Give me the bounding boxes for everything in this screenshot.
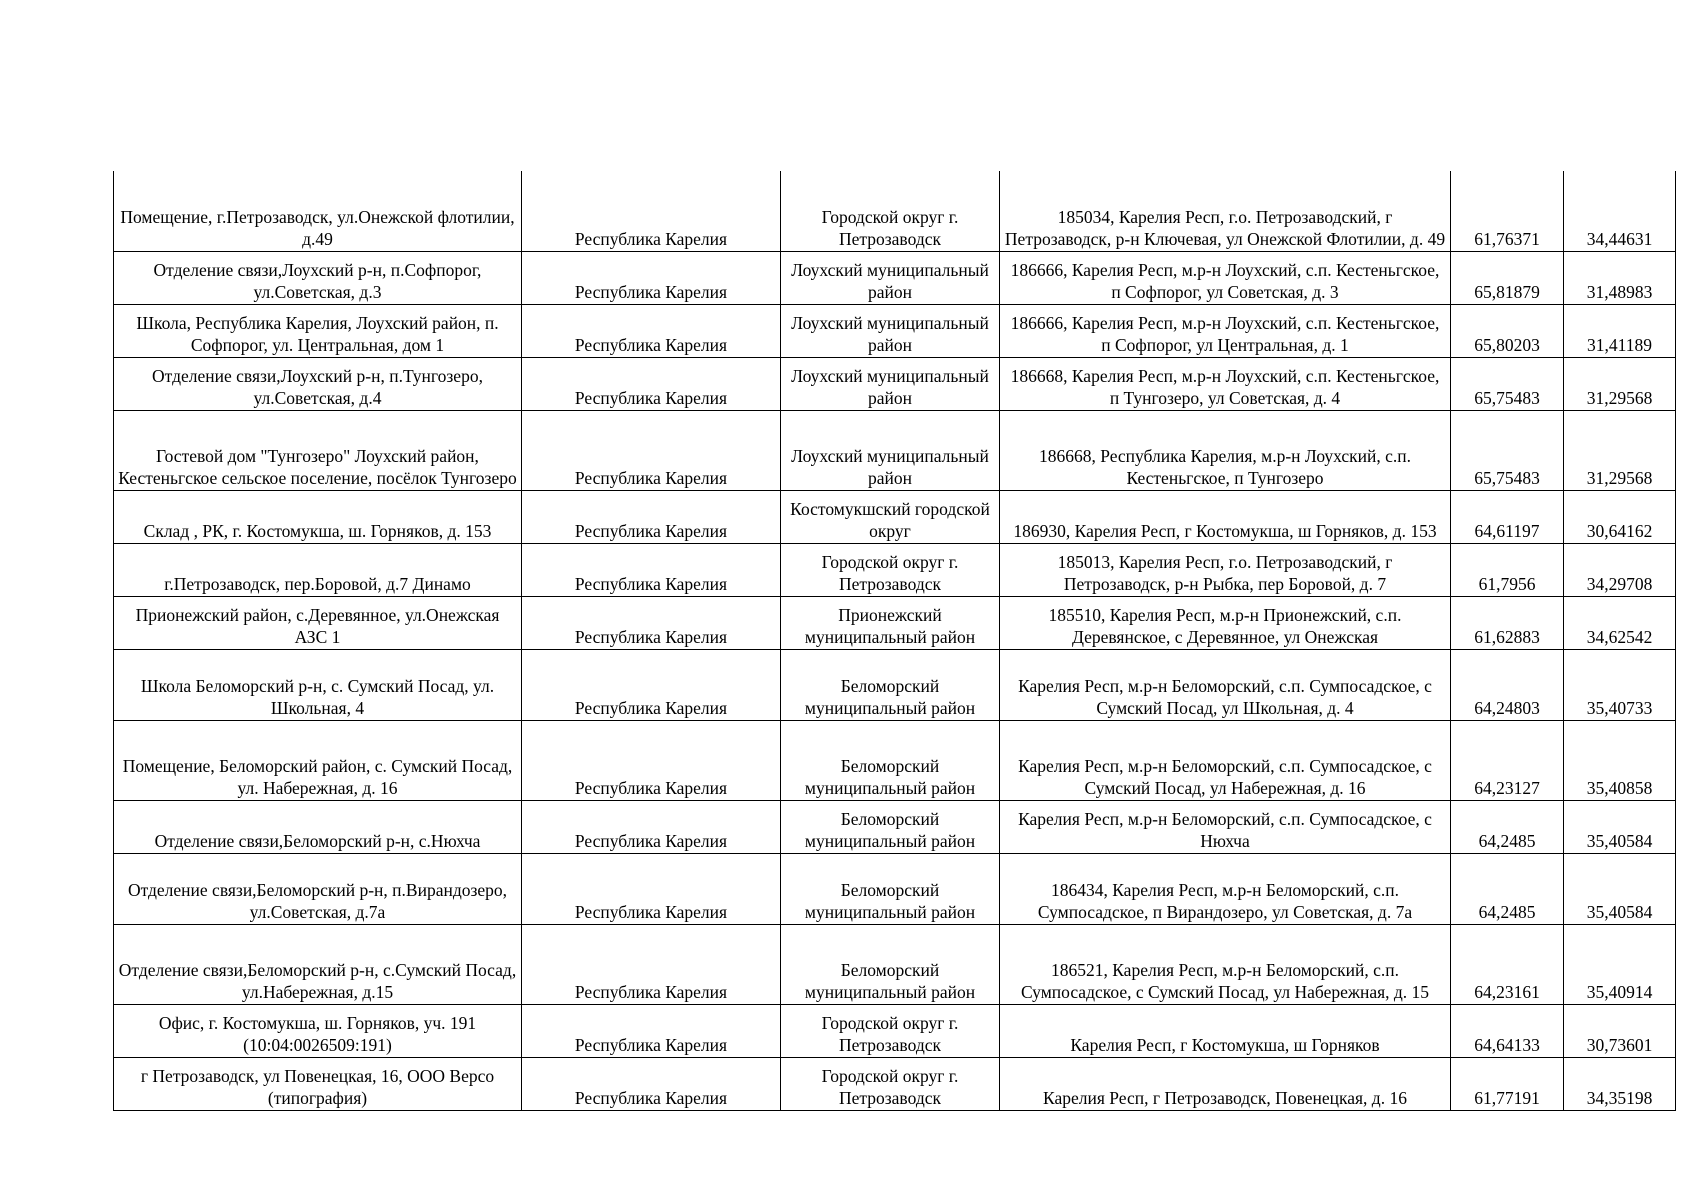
address-cell: 185013, Карелия Респ, г.о. Петрозаводский, г Петрозаводск, р-н Рыбка, пер Боровой, д. 7 xyxy=(1000,543,1451,596)
longitude-cell: 34,29708 xyxy=(1564,543,1676,596)
latitude-cell: 64,64133 xyxy=(1451,1004,1564,1057)
address-cell: 185034, Карелия Респ, г.о. Петрозаводский, г Петрозаводск, р-н Ключевая, ул Онежской Флотилии, д. 49 xyxy=(1000,171,1451,251)
address-cell: 186666, Карелия Респ, м.р-н Лоухский, с.п. Кестеньгское, п Софпорог, ул Центральная, д. 1 xyxy=(1000,304,1451,357)
longitude-cell: 35,40858 xyxy=(1564,720,1676,800)
address-cell: Карелия Респ, м.р-н Беломорский, с.п. Сумпосадское, с Сумский Посад, ул Школьная, д. 4 xyxy=(1000,649,1451,720)
address-cell: 186666, Карелия Респ, м.р-н Лоухский, с.п. Кестеньгское, п Софпорог, ул Советская, д. 3 xyxy=(1000,251,1451,304)
district-cell: Лоухский муниципальный район xyxy=(781,251,1000,304)
region-cell: Республика Карелия xyxy=(522,924,781,1004)
latitude-cell: 61,77191 xyxy=(1451,1057,1564,1110)
object-name-cell: Склад , РК, г. Костомукша, ш. Горняков, д. 153 xyxy=(114,490,522,543)
district-cell: Лоухский муниципальный район xyxy=(781,357,1000,410)
address-cell: 186668, Республика Карелия, м.р-н Лоухский, с.п. Кестеньгское, п Тунгозеро xyxy=(1000,410,1451,490)
object-name-cell: Школа, Республика Карелия, Лоухский район, п. Софпорог, ул. Центральная, дом 1 xyxy=(114,304,522,357)
address-cell: 186521, Карелия Респ, м.р-н Беломорский, с.п. Сумпосадское, с Сумский Посад, ул Набережная, д. 15 xyxy=(1000,924,1451,1004)
longitude-cell: 34,35198 xyxy=(1564,1057,1676,1110)
object-name-cell: Школа Беломорский р-н, с. Сумский Посад, ул. Школьная, 4 xyxy=(114,649,522,720)
district-cell: Беломорский муниципальный район xyxy=(781,924,1000,1004)
region-cell: Республика Карелия xyxy=(522,649,781,720)
object-name-cell: Помещение, г.Петрозаводск, ул.Онежской флотилии, д.49 xyxy=(114,171,522,251)
region-cell: Республика Карелия xyxy=(522,800,781,853)
object-name-cell: Прионежский район, с.Деревянное, ул.Онежская АЗС 1 xyxy=(114,596,522,649)
region-cell: Республика Карелия xyxy=(522,596,781,649)
district-cell: Беломорский муниципальный район xyxy=(781,853,1000,924)
address-cell: Карелия Респ, г Петрозаводск, Повенецкая, д. 16 xyxy=(1000,1057,1451,1110)
district-cell: Городской округ г. Петрозаводск xyxy=(781,1004,1000,1057)
region-cell: Республика Карелия xyxy=(522,251,781,304)
table-row xyxy=(114,490,1676,543)
object-name-cell: Гостевой дом "Тунгозеро" Лоухский район, Кестеньгское сельское поселение, посёлок Тунгозеро xyxy=(114,410,522,490)
table-row xyxy=(114,720,1676,800)
table-body xyxy=(114,171,1676,1110)
longitude-cell: 34,44631 xyxy=(1564,171,1676,251)
address-cell: 186434, Карелия Респ, м.р-н Беломорский, с.п. Сумпосадское, п Вирандозеро, ул Советская, д. 7а xyxy=(1000,853,1451,924)
table-row xyxy=(114,357,1676,410)
table-row xyxy=(114,410,1676,490)
locations-table xyxy=(113,171,1676,1111)
table-row xyxy=(114,1057,1676,1110)
table-row xyxy=(114,924,1676,1004)
latitude-cell: 61,7956 xyxy=(1451,543,1564,596)
table-row xyxy=(114,800,1676,853)
object-name-cell: Отделение связи,Лоухский р-н, п.Софпорог, ул.Советская, д.3 xyxy=(114,251,522,304)
object-name-cell: Отделение связи,Беломорский р-н, п.Вирандозеро, ул.Советская, д.7а xyxy=(114,853,522,924)
region-cell: Республика Карелия xyxy=(522,853,781,924)
longitude-cell: 34,62542 xyxy=(1564,596,1676,649)
table-row xyxy=(114,171,1676,251)
latitude-cell: 64,24803 xyxy=(1451,649,1564,720)
district-cell: Беломорский муниципальный район xyxy=(781,720,1000,800)
region-cell: Республика Карелия xyxy=(522,1057,781,1110)
district-cell: Прионежский муниципальный район xyxy=(781,596,1000,649)
table-row xyxy=(114,853,1676,924)
latitude-cell: 64,23161 xyxy=(1451,924,1564,1004)
district-cell: Лоухский муниципальный район xyxy=(781,304,1000,357)
region-cell: Республика Карелия xyxy=(522,490,781,543)
longitude-cell: 35,40584 xyxy=(1564,800,1676,853)
object-name-cell: Отделение связи,Беломорский р-н, с.Нюхча xyxy=(114,800,522,853)
latitude-cell: 64,23127 xyxy=(1451,720,1564,800)
latitude-cell: 61,62883 xyxy=(1451,596,1564,649)
table-row xyxy=(114,649,1676,720)
latitude-cell: 64,2485 xyxy=(1451,800,1564,853)
object-name-cell: Офис, г. Костомукша, ш. Горняков, уч. 191 (10:04:0026509:191) xyxy=(114,1004,522,1057)
latitude-cell: 65,81879 xyxy=(1451,251,1564,304)
table-row xyxy=(114,1004,1676,1057)
latitude-cell: 65,75483 xyxy=(1451,357,1564,410)
latitude-cell: 64,61197 xyxy=(1451,490,1564,543)
district-cell: Костомукшский городской округ xyxy=(781,490,1000,543)
address-cell: Карелия Респ, м.р-н Беломорский, с.п. Сумпосадское, с Нюхча xyxy=(1000,800,1451,853)
longitude-cell: 30,73601 xyxy=(1564,1004,1676,1057)
object-name-cell: г Петрозаводск, ул Повенецкая, 16, ООО Версо (типография) xyxy=(114,1057,522,1110)
district-cell: Городской округ г. Петрозаводск xyxy=(781,1057,1000,1110)
district-cell: Беломорский муниципальный район xyxy=(781,800,1000,853)
table-row xyxy=(114,304,1676,357)
object-name-cell: Отделение связи,Беломорский р-н, с.Сумский Посад, ул.Набережная, д.15 xyxy=(114,924,522,1004)
address-cell: 186930, Карелия Респ, г Костомукша, ш Горняков, д. 153 xyxy=(1000,490,1451,543)
longitude-cell: 35,40733 xyxy=(1564,649,1676,720)
district-cell: Лоухский муниципальный район xyxy=(781,410,1000,490)
region-cell: Республика Карелия xyxy=(522,304,781,357)
table-row xyxy=(114,251,1676,304)
region-cell: Республика Карелия xyxy=(522,543,781,596)
longitude-cell: 31,29568 xyxy=(1564,357,1676,410)
longitude-cell: 31,29568 xyxy=(1564,410,1676,490)
region-cell: Республика Карелия xyxy=(522,410,781,490)
district-cell: Городской округ г. Петрозаводск xyxy=(781,543,1000,596)
region-cell: Республика Карелия xyxy=(522,1004,781,1057)
longitude-cell: 31,41189 xyxy=(1564,304,1676,357)
region-cell: Республика Карелия xyxy=(522,171,781,251)
table-row xyxy=(114,596,1676,649)
latitude-cell: 65,80203 xyxy=(1451,304,1564,357)
region-cell: Республика Карелия xyxy=(522,357,781,410)
object-name-cell: Помещение, Беломорский район, с. Сумский Посад, ул. Набережная, д. 16 xyxy=(114,720,522,800)
longitude-cell: 35,40914 xyxy=(1564,924,1676,1004)
object-name-cell: г.Петрозаводск, пер.Боровой, д.7 Динамо xyxy=(114,543,522,596)
region-cell: Республика Карелия xyxy=(522,720,781,800)
address-cell: Карелия Респ, м.р-н Беломорский, с.п. Сумпосадское, с Сумский Посад, ул Набережная, д. 16 xyxy=(1000,720,1451,800)
district-cell: Беломорский муниципальный район xyxy=(781,649,1000,720)
latitude-cell: 61,76371 xyxy=(1451,171,1564,251)
address-cell: Карелия Респ, г Костомукша, ш Горняков xyxy=(1000,1004,1451,1057)
district-cell: Городской округ г. Петрозаводск xyxy=(781,171,1000,251)
table-row xyxy=(114,543,1676,596)
longitude-cell: 35,40584 xyxy=(1564,853,1676,924)
address-cell: 185510, Карелия Респ, м.р-н Прионежский, с.п. Деревянское, с Деревянное, ул Онежская xyxy=(1000,596,1451,649)
object-name-cell: Отделение связи,Лоухский р-н, п.Тунгозеро, ул.Советская, д.4 xyxy=(114,357,522,410)
latitude-cell: 64,2485 xyxy=(1451,853,1564,924)
address-cell: 186668, Карелия Респ, м.р-н Лоухский, с.п. Кестеньгское, п Тунгозеро, ул Советская, д. 4 xyxy=(1000,357,1451,410)
latitude-cell: 65,75483 xyxy=(1451,410,1564,490)
longitude-cell: 30,64162 xyxy=(1564,490,1676,543)
longitude-cell: 31,48983 xyxy=(1564,251,1676,304)
